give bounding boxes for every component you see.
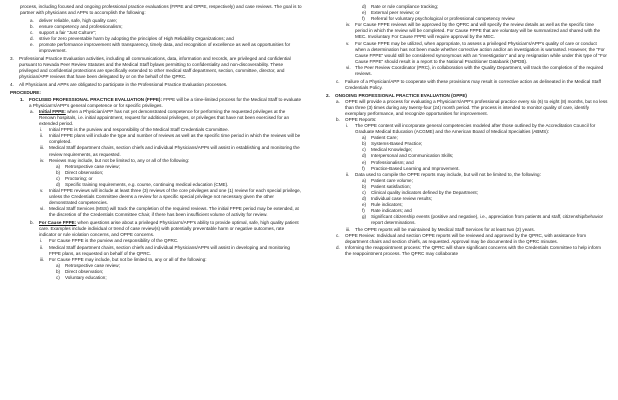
list-item: vi. Medical Staff Services (MSS) will track the completion of the required reviews. The initial FPPE period may be extended, at the discretion of the Credentials Committee Chair, if there has been insufficient volume of activity for review.: [40, 206, 299, 218]
policy-item-3: 3. Professional Practice Evaluation activities, including all communications, data, information and records, are privileged and confidential pursuant to Nevada Peer Review Statutes and the Medical Staff bylaws permitting to confidentiality and non-discoverability. These privileged and confidential protections are specifically extended to other medical staff department, section, committee, director, and physician/APP reviews that have been delegated by or on the behalf of the QPRC.: [10, 55, 291, 80]
list-item: a) Retrospective case review;: [56, 262, 120, 268]
list-item: a) Patient Care;: [362, 135, 398, 141]
initial-fppe-items: [10, 127, 302, 164]
list-item: b) Direct observation;: [56, 169, 104, 175]
list-item: b) Patient satisfaction;: [362, 183, 411, 189]
list-item: d) Specific training requirements, e.g. course, continuing medical education (CME).: [56, 182, 229, 187]
list-item: c) Clinical quality indicators defined by the Department;: [362, 190, 478, 195]
initial-fppe-items-cont: [10, 188, 302, 218]
list-item: a) Patient care volume;: [362, 177, 413, 183]
list-item: b. ensure competency and professionalism;: [30, 23, 123, 29]
initial-review-types: [10, 164, 302, 188]
list-item: iv. Reviews may include, but not be limited to, any or all of the following:: [40, 157, 190, 163]
list-item: iv. For Cause FPPE reviews will be approved by the QPRC and will specify the review details as well as the specific time period in which the review will be completed. For Cause FPPE that are voluntary will be summarized and shared with the MEC. Involuntary For Cause FPPE will require approval by the MEC.: [346, 22, 601, 40]
list-item: i. For Cause FPPE is the purview and responsibility of the QPRC.: [40, 238, 179, 244]
list-item: d) Individual case review results;: [362, 196, 433, 202]
list-item: a. deliver reliable, safe, high quality care;: [30, 17, 118, 23]
list-item: e) Professionalism; and: [362, 159, 414, 165]
fppe-title: FOCUSED PROFESSIONAL PRACTICE EVALUATION (FPPE):: [29, 96, 162, 102]
list-item: c) Medical Knowledge;: [362, 147, 413, 153]
list-item: e) External peer review; or: [362, 10, 420, 16]
oppe-title: ONGOING PROFESSIONAL PRACTICE EVALUATION (OPPE): [335, 92, 467, 98]
procedure-heading: PROCEDURE:: [10, 89, 41, 95]
reports-item-i: i. The OPPE content will incorporate general competencies modeled after those outlined by the Accreditation Council for Graduate Medical Education (ACGME) and the American Board of Medical Specialties (ABMS):: [346, 122, 596, 135]
list-item: d. strive for zero preventable harm by adopting the principles of High Reliability Organizations; and: [30, 36, 234, 42]
list-item: d) Rate or rule compliance tracking;: [362, 4, 439, 9]
reports-item-ii: ii. Data used to compile the OPPE reports may include, but will not be limited to, the following:: [346, 171, 541, 177]
list-item: f) Practice-Based Learning and Improvement.: [362, 165, 460, 171]
initial-fppe-title: Initial FPPE:: [39, 108, 66, 114]
for-cause-items-cont: [316, 22, 608, 77]
intro-paragraph: process, including focused and ongoing professional practice evaluations (FPPE and OPPE, respectively) and case reviews. The goal is to partner with physicians and APPs to accomplish the following:: [20, 4, 302, 16]
oppe-item-d: d. Informing the reappointment process: The QPRC will share significant concerns with the Credentials Committee to help inform the reappointment process. The QPRC may collaborate: [336, 244, 602, 256]
list-item: iii. For Cause FPPE may include, but not be limited to, any or all of the following:: [40, 256, 207, 262]
list-item: g) Significant citizenship events (positive and negative), i.e., appreciation from patients and staff, citizenship/behavior report determinations.: [362, 214, 604, 226]
left-column: [10, 4, 302, 281]
list-item: f) Rate indicators; and: [362, 208, 412, 214]
list-item: ii. Initial FPPE plans will include the type and number of reviews as well as the specific time period in which the reviews will be completed.: [40, 133, 301, 145]
policy-item-4: 4. All Physicians and APPs are obligated to participate in the Professional Practice Evaluation processes.: [10, 81, 228, 87]
goals-list: [10, 18, 302, 55]
list-item: c) Proctoring; or: [56, 175, 93, 181]
cooperation-item: c. Failure of a Physician/APP to cooperate with these provisions may result in corrective action as delineated in the Medical Staff Credentials Policy.: [336, 78, 601, 90]
reports-item-iii: iii. The OPPE reports will be maintained by Medical Staff Services for at least two (2) years.: [346, 226, 535, 232]
list-item: iii. Medical Staff department chairs, section chiefs and individual Physicians/APPs will assist in establishing and monitoring the review requirements, as requested.: [40, 145, 300, 157]
list-item: e. promote performance improvement with transparency, timely data, and recognition of excellence as well as opportunities for improvement.: [30, 42, 291, 54]
list-item: a) Retrospective case review;: [56, 163, 120, 169]
oppe-item-c: c. OPPE Review: Individual and section OPPE reports will be reviewed and approved by the QPRC, with assistance from department chairs and section chiefs, as requested. Approval may be documented in the QPRC minutes.: [336, 232, 587, 244]
list-item: d) Interpersonal and Communication Skills;: [362, 153, 454, 159]
list-item: i. Initial FPPE is the purview and responsibility of the Medical Staff Credentials Committee.: [40, 127, 229, 133]
oppe-item-b: b. OPPE Reports:: [336, 116, 377, 122]
competencies-list: [316, 135, 608, 172]
initial-fppe: a. Initial FPPE: when a Physician/APP has not yet demonstrated competence for performing the requested privileges at the Renown hospitals, i.e. initial appointment, request for additional privileges, or privileges that have not been exercised for an extended period.: [30, 108, 289, 127]
list-item: f) Referral for voluntary psychological or professional competency review: [362, 16, 515, 22]
list-item: v. For Cause FPPE may be utilized, when appropriate, to assess a privileged Physician's/APP's quality of care or conduct when a determination has not been made whether corrective action and/or an investigation is warranted. However, the "For Cause FPPE" would still be considered synonymous with an "investigation" and any resignation while under this type of "For Cause FPPE" should result in a report to the National Practitioner Databank (NPDB).: [346, 40, 607, 64]
for-cause-fppe: b. For Cause FPPE: when questions arise about a privileged Physician's/APP's ability to provide optimal, safe, high quality patient care. Examples include individual or trend of case review(s) with potentially preventable harm or negative outcomes, rate indicator or rule violation concerns, and OPPE concerns.: [30, 220, 299, 238]
for-cause-review-types: [10, 263, 302, 281]
fppe-section: 1. FOCUSED PROFESSIONAL PRACTICE EVALUATION (FPPE): FPPE will be a time-limited process for the Medical Staff to evaluate a Physician's/APP's general competence or for specific privileges.: [20, 96, 302, 108]
list-item: b) Systems-Based Practice;: [362, 141, 423, 147]
list-item: e) Rule indicators;: [362, 202, 403, 208]
list-item: b) Direct observation;: [56, 268, 104, 274]
list-item: c) Voluntary education;: [56, 275, 107, 280]
list-item: c. support a fair "Just Culture";: [30, 29, 97, 35]
for-cause-review-types-cont: [316, 4, 608, 22]
list-item: vi. The Peer Review Coordinator (PRC), in collaboration with the Quality Department, will track the completion of the required reviews.: [346, 64, 604, 77]
list-item: v. Initial FPPE reviews will include at least three (3) reviews of the core privileges and one (1) review for each special privilege, unless the Credentials Committee deems a review for a specific special privilege not necessary given the other demonstrated competencies.: [40, 188, 302, 206]
for-cause-fppe-title: For Cause FPPE:: [39, 220, 77, 226]
for-cause-items: [10, 238, 302, 262]
oppe-section: 2. ONGOING PROFESSIONAL PRACTICE EVALUATION (OPPE): [316, 93, 608, 99]
oppe-item-a: a. OPPE will provide a process for evaluating a Physician's/APP's professional practice every six (6) to eight (8) months, but no less than three (3) times during any twenty-four (24) month period. The process is intended to monitor quality of care, identify exemplary performance, and recognize opportunities for improvement.: [336, 98, 608, 116]
list-item: ii. Medical Staff department chairs, section chiefs and individual Physicians/APPs will assist in developing and monitoring FPPE plans, as requested on behalf of the QPRC.: [40, 244, 290, 256]
right-column: [316, 4, 608, 281]
data-sources-list: [316, 178, 608, 227]
